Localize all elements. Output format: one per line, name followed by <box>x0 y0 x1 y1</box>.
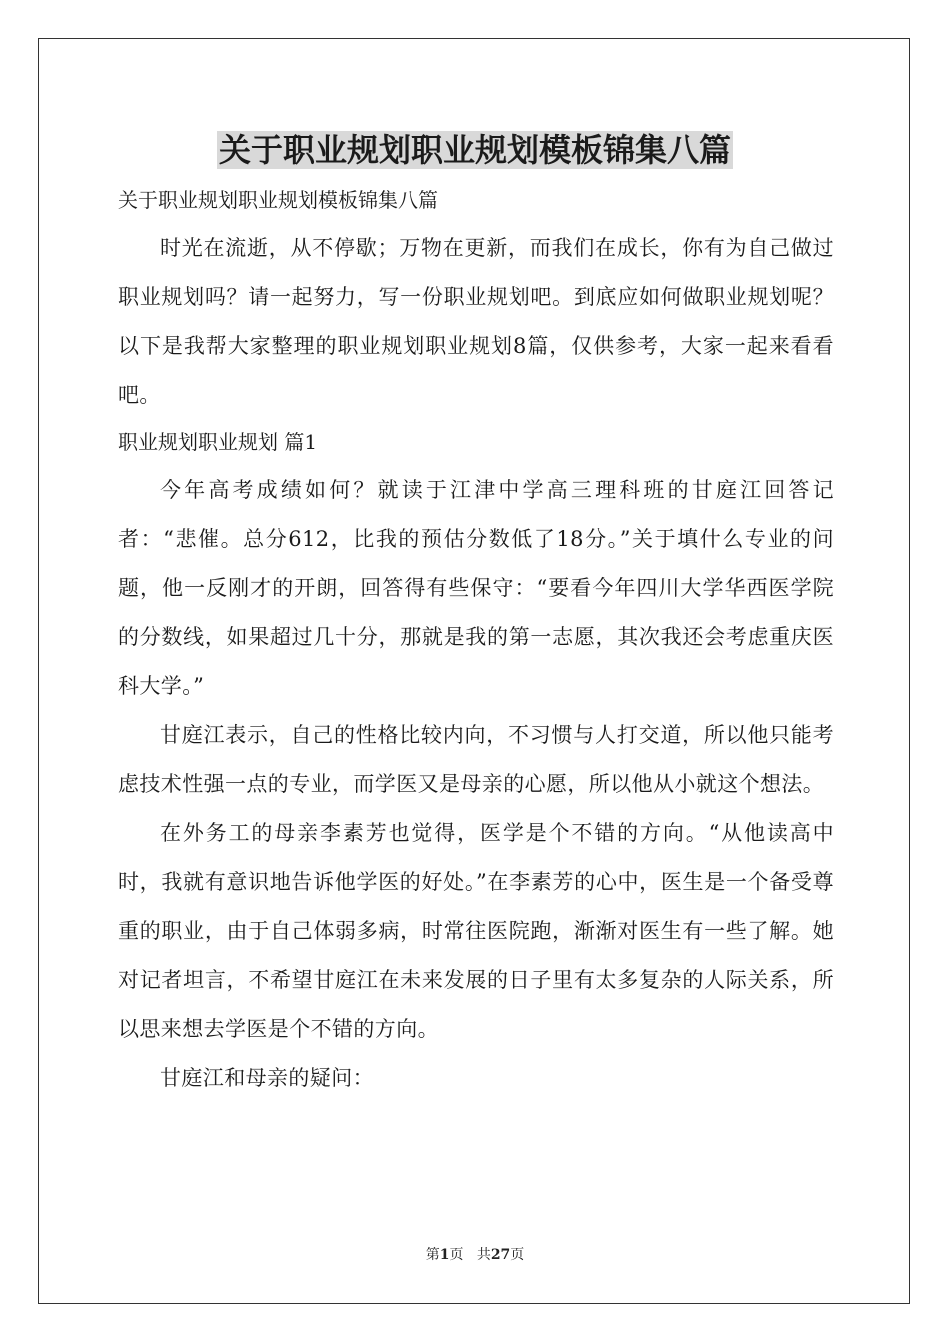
document-title-text: 关于职业规划职业规划模板锦集八篇 <box>218 131 731 169</box>
body-paragraph: 今年高考成绩如何？就读于江津中学高三理科班的甘庭江回答记者：“悲催。总分612，比我的预估分数低了18分。”关于填什么专业的问题，他一反刚才的开朗，回答得有些保守：“要看今年四川大学华西医学院的分数线，如果超过几十分，那就是我的第一志愿，其次我还会考虑重庆医科大学。” <box>118 478 834 698</box>
page-number: 1 <box>439 1247 450 1263</box>
total-label-suffix: 页 <box>510 1247 525 1263</box>
body-paragraph: 在外务工的母亲李素芳也觉得，医学是个不错的方向。“从他读高中时，我就有意识地告诉他学医的好处。”在李素芳的心中，医生是一个备受尊重的职业，由于自己体弱多病，时常往医院跑，渐渐对医生有一些了解。她对记者坦言，不希望甘庭江在未来发展的日子里有太多复杂的人际关系，所以思来想去学医是个不错的方向。 <box>118 821 834 1041</box>
page-label-prefix: 第 <box>425 1247 440 1263</box>
page-footer <box>0 1245 950 1265</box>
document-body <box>118 182 834 1103</box>
intro-paragraph: 时光在流逝，从不停歇；万物在更新，而我们在成长，你有为自己做过职业规划吗？请一起努力，写一份职业规划吧。到底应如何做职业规划呢？以下是我帮大家整理的职业规划职业规划8篇，仅供参考，大家一起来看看吧。 <box>118 236 834 407</box>
body-paragraph: 甘庭江表示，自己的性格比较内向，不习惯与人打交道，所以他只能考虑技术性强一点的专业，而学医又是母亲的心愿，所以他从小就这个想法。 <box>118 723 834 796</box>
document-title <box>0 128 950 172</box>
total-pages: 27 <box>490 1247 511 1263</box>
document-subtitle: 关于职业规划职业规划模板锦集八篇 <box>118 188 438 212</box>
body-paragraph: 甘庭江和母亲的疑问： <box>160 1066 374 1090</box>
page-label-suffix: 页 <box>449 1247 464 1263</box>
section-heading: 职业规划职业规划 篇1 <box>118 430 318 454</box>
total-label-prefix: 共 <box>476 1247 491 1263</box>
